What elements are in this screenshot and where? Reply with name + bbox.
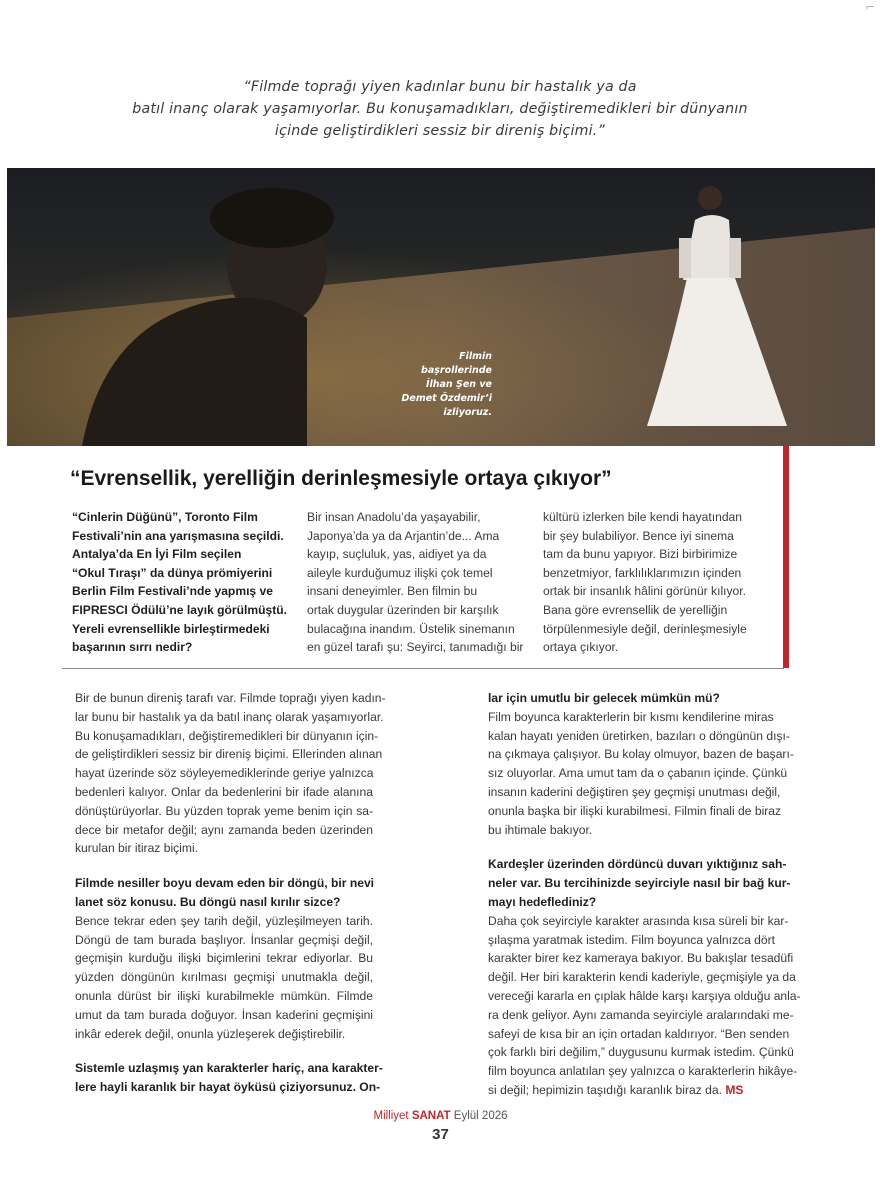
text-line: kayıp, suçluluk, yas, aidiyet ya da	[307, 547, 487, 562]
text-line: onunla başka bir ilişki kurabilmesi. Filmin finali de biraz	[488, 803, 782, 818]
text-line: onunla dürüst bir ilişki kurabilmekle mümkün. Filmde	[75, 988, 373, 1003]
brand-part: Milliyet	[373, 1110, 409, 1122]
text-line: Antalya’da En İyi Film seçilen	[72, 547, 242, 562]
magazine-brand	[373, 1110, 450, 1122]
text-line: şılaşma yaratmak istedim. Film boyunca yalnızca dört	[488, 932, 775, 947]
text-line: çok farklı biri değilim,” duygusunu kurmak istedim. Çünkü	[488, 1045, 794, 1060]
text-line: bedenleri kalıyor. Onlar da bedenlerini bir ifade alanına	[75, 784, 373, 799]
text-line: karakter birer kez kameraya bakıyor. Bu bakışlar tesadüfi	[488, 951, 794, 966]
text-line: “Cinlerin Düğünü”, Toronto Film	[72, 510, 258, 524]
paragraph-gap	[75, 858, 373, 874]
text-line: kültürü izlerken bile kendi hayatından	[543, 510, 742, 524]
text-line: aileyle kurduğumuz ilişki çok temel	[307, 565, 493, 580]
text-line: Döngü de tam burada başlıyor. İnsanlar geçmişi değil,	[75, 932, 373, 947]
text-line: ortak duygular üzerinden bir karşılık	[307, 602, 499, 617]
text-line: ortaya çıkıyor.	[543, 640, 619, 655]
paragraph-gap	[488, 839, 765, 855]
caption-line: başrollerinde	[421, 365, 492, 376]
text-line: Festivali’nin ana yarışmasına seçildi.	[72, 528, 284, 543]
text-line: insani deneyimler. Ben filmin bu	[307, 584, 478, 599]
text-line: bu ihtimale bakıyor.	[488, 822, 593, 837]
page-footer	[0, 1110, 881, 1122]
question-line: lanet söz konusu. Bu döngü nasıl kırılır sizce?	[75, 894, 341, 909]
question-line: mayı hedeflediniz?	[488, 894, 597, 909]
text-line: Yereli evrensellikle birleştirmedeki	[72, 621, 270, 636]
caption-line: İlhan Şen ve	[425, 379, 492, 390]
text-line: bir şey bulabiliyor. Bence iyi sinema	[543, 528, 734, 543]
text-line: benzetmiyor, farklılıklarımızın içinden	[543, 565, 742, 580]
pull-quote-line: içinde geliştirdikleri sessiz bir direniş biçimi.”	[274, 123, 606, 139]
text-line: Bu konuşamadıkları, değiştiremedikleri bir dünyanın için-	[75, 728, 379, 743]
text-line: de geliştirdikleri sessiz bir direniş biçimi. Ellerinden alınan	[75, 747, 383, 762]
author-signature: MS	[725, 1082, 744, 1097]
text-line: bulacağına inandım. Üstelik sinemanın	[307, 621, 515, 636]
question-line: Sistemle uzlaşmış yan karakterler hariç, ana karakter-	[75, 1061, 383, 1076]
pull-quote	[60, 76, 820, 142]
question-line: Filmde nesiller boyu devam eden bir döngü, bir nevi	[75, 876, 375, 891]
text-line: “Okul Tıraşı” da dünya prömiyerini	[72, 565, 273, 580]
photo-caption	[392, 350, 492, 420]
text-line: başarının sırrı nedir?	[72, 640, 193, 655]
text-line: safeyi de kısa bir an için ortadan kaldırıyor. “Ben senden	[488, 1026, 790, 1041]
caption-line: Demet Özdemir’i	[401, 393, 492, 404]
page-number: 37	[432, 1126, 449, 1143]
text-line: dönüştürüyorlar. Bu yüzden toprak yeme benim için sa-	[75, 803, 373, 818]
text-line: na çıkmaya çalışıyor. Bu kolay olmuyor, bazen de başarı-	[488, 747, 794, 762]
question-line: lere hayli karanlık bir hayat öyküsü çiziyorsunuz. On-	[75, 1080, 381, 1095]
question-line: Kardeşler üzerinden dördüncü duvarı yıktığınız sah-	[488, 857, 787, 872]
text-line: kalan hayatı yeniden üretirken, bazıları o döngünün dışı-	[488, 728, 790, 743]
text-line: ra denk geliyor. Aynı zamanda seyirciyle aralarındaki me-	[488, 1007, 794, 1022]
text-fragment: si değil; hepimizin taşıdığı karanlık biraz da.	[488, 1082, 722, 1097]
question-line: neler var. Bu tercihinizde seyirciyle nasıl bir bağ kur-	[488, 876, 791, 891]
text-line: Bir insan Anadolu’da yaşayabilir,	[307, 510, 481, 524]
text-line: Daha çok seyirciyle karakter arasında kısa süreli bir kar-	[488, 913, 789, 928]
pull-quote-line: batıl inanç olarak yaşamıyorlar. Bu konuşamadıkları, değiştiremedikleri bir dünyanın	[132, 101, 748, 117]
text-line: yüzden döngünün kırılması geçmişi unutmakla değil,	[75, 970, 373, 985]
caption-line: izliyoruz.	[443, 407, 492, 418]
caption-line: Filmin	[459, 351, 492, 362]
text-line: değil. Her biri karakterin kendi kaderiyle, geçmişiyle ya da	[488, 970, 796, 985]
text-line: en güzel tarafı şu: Seyirci, tanımadığı bir	[307, 640, 524, 655]
body-column-right	[488, 689, 801, 1100]
text-line: sız oluyorlar. Ama umut tam da o çabanın içinde. Çünkü	[488, 766, 788, 781]
text-line: FIPRESCI Ödülü’ne layık görülmüştü.	[72, 602, 288, 617]
film-still-photo	[7, 168, 875, 446]
interview-answer-column-1	[307, 508, 523, 657]
paragraph-gap	[75, 1043, 373, 1059]
text-line: film boyunca anlatılan şey yalnızca o karakterlerin hikâye-	[488, 1064, 798, 1079]
text-line	[488, 1081, 765, 1100]
text-line: hayat üzerinde söz söyleyemediklerinde geriye yalnızca	[75, 766, 374, 781]
text-line: Bana göre evrensellik de yerelliğin	[543, 602, 728, 617]
interview-answer-column-2	[543, 508, 747, 657]
body-column-left	[75, 689, 386, 1097]
text-line: Japonya’da ya da Arjantin’de... Ama	[307, 528, 500, 543]
text-line: tam da bunu yapıyor. Bizi birbirimize	[543, 547, 738, 562]
section-headline: “Evrensellik, yerelliğin derinleşmesiyle ortaya çıkıyor”	[70, 467, 612, 490]
text-line: Film boyunca karakterlerin bir kısmı kendilerine miras	[488, 709, 774, 724]
text-line: Berlin Film Festivali’nde yapmış ve	[72, 584, 273, 599]
text-line: umut da tam burada doğuyor. İnsan kaderini geçmişini	[75, 1007, 373, 1022]
text-line: geçmişin kurduğu ilişki biçimlerini tekrar ediyorlar. Bu	[75, 951, 373, 966]
page-corner-mark: ⌐	[864, 0, 875, 14]
text-line: ortak bir insanlık hâlini görünür kılıyor.	[543, 584, 747, 599]
text-line: törpülenmesiyle değil, derinleşmesiyle	[543, 621, 747, 636]
text-line: kurulan bir itiraz biçimi.	[75, 841, 198, 856]
text-line: lar bunu bir hastalık ya da batıl inanç olarak yaşamıyorlar.	[75, 709, 384, 724]
text-line: Bence tekrar eden şey tarih değil, yüzleşilmeyen tarih.	[75, 913, 373, 928]
text-line: Bir de bunun direniş tarafı var. Filmde toprağı yiyen kadın-	[75, 691, 386, 705]
interview-question	[72, 508, 287, 657]
text-line: vereceği kararla en çıplak hâlde karşı karşıya olduğu anla-	[488, 988, 801, 1003]
issue-date: Eylül 2026	[453, 1110, 508, 1122]
question-line: lar için umutlu bir gelecek mümkün mü?	[488, 691, 720, 705]
text-line: insanın kaderini değiştiren şey geçmişi unutması değil,	[488, 784, 781, 799]
brand-part: SANAT	[411, 1110, 451, 1122]
text-line: dece bir metafor değil; aynı zamanda beden üzerinden	[75, 822, 373, 837]
text-line: inkâr ederek değil, onunla yüzleşerek değiştirebilir.	[75, 1026, 346, 1041]
pull-quote-line: “Filmde toprağı yiyen kadınlar bunu bir hastalık ya da	[243, 79, 637, 95]
